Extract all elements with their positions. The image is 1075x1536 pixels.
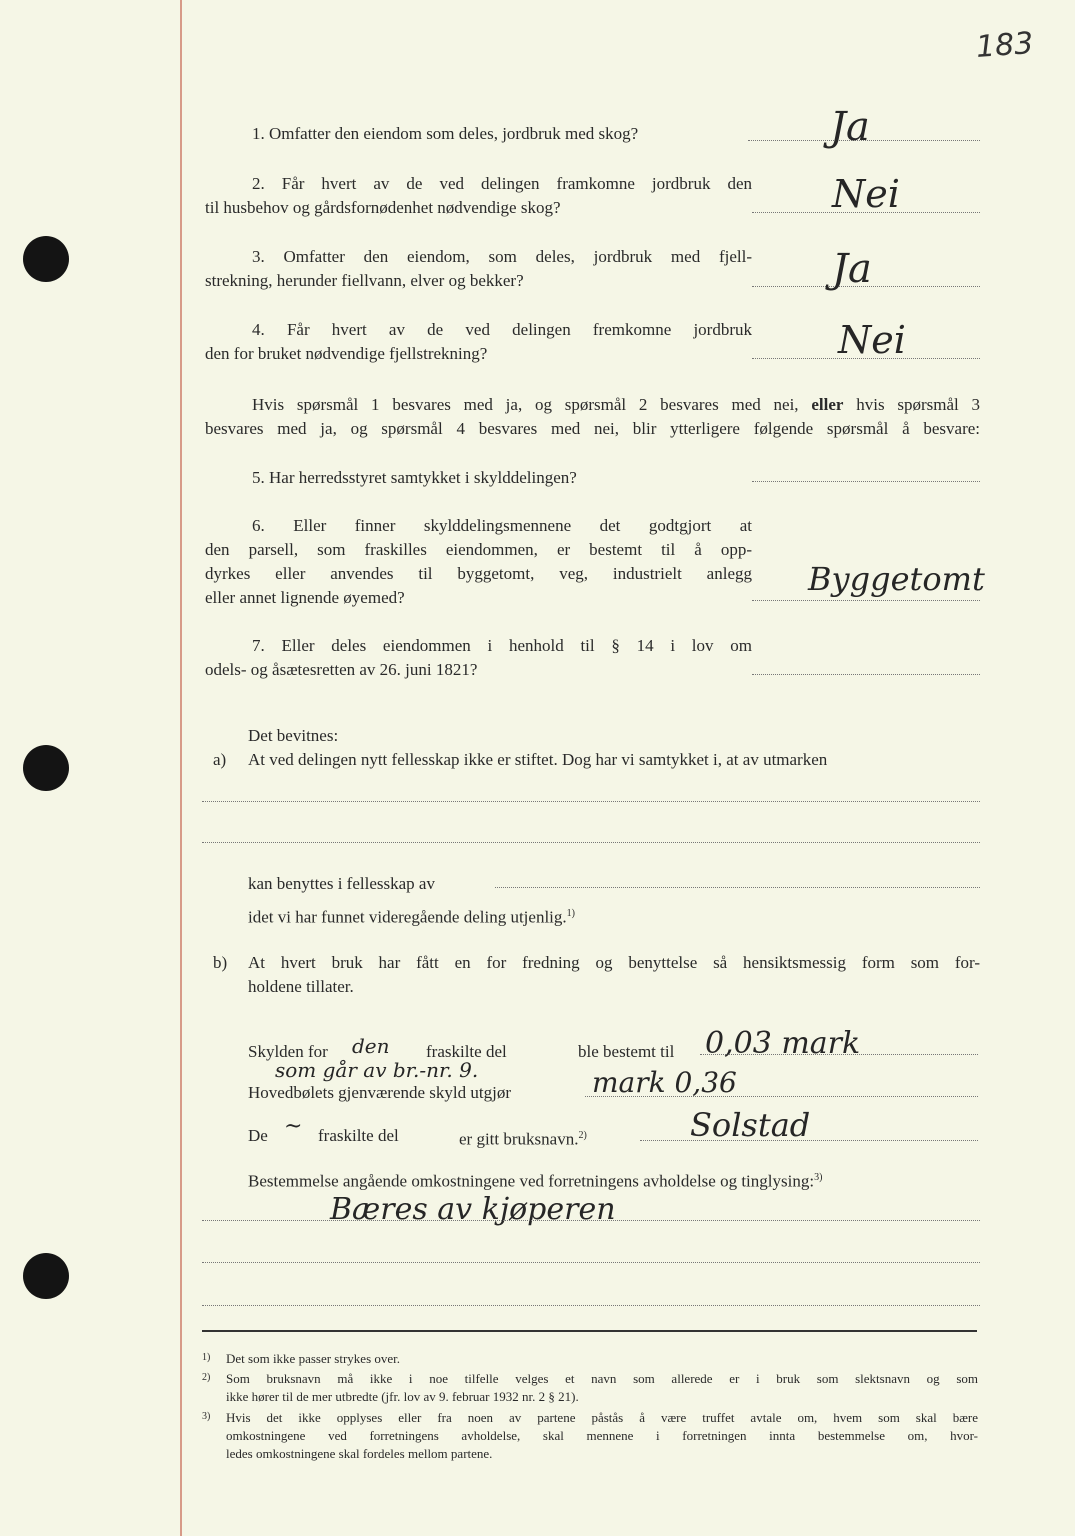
skyld-label-a: Skylden for [248, 1042, 328, 1061]
answer-3-handwritten: Ja [832, 246, 872, 292]
navn-label-c: er gitt bruksnavn.$^{2)}$ [459, 1129, 587, 1149]
margin-line [180, 0, 182, 1536]
footnote-2-line-2: ikke hører til de mer utbredte (jfr. lov av 9. februar 1932 nr. 2 § 21). [226, 1389, 579, 1404]
bestemmelse-line-2 [202, 1262, 980, 1263]
question-6-line-1: 6. Eller finner skylddelingsmennene det godtgjort at [252, 516, 752, 535]
bestemmelse-label: Bestemmelse angående omkostningene ved forretningens avholdelse og tinglysing:$^{3)}$ [248, 1171, 823, 1191]
question-5-text: 5. Har herredsstyret samtykket i skylddelingen? [252, 468, 577, 487]
question-6-line-4: eller annet lignende øyemed? [205, 588, 405, 607]
footnote-3-marker: 3) [202, 1411, 211, 1422]
question-4-line-1: 4. Får hvert av de ved delingen fremkomne jordbruk [252, 320, 752, 339]
bestemmelse-line-3 [202, 1305, 980, 1306]
item-a-marker: a) [213, 750, 227, 769]
idet-text: idet vi har funnet videregående deling utjenlig.$^{1)}$ [248, 907, 575, 927]
hovedbol-handwritten: mark 0,36 [592, 1066, 737, 1099]
footnote-2-marker: 2) [202, 1372, 211, 1383]
answer-1-handwritten: Ja [830, 104, 870, 150]
bruksnavn-handwritten: Solstad [690, 1106, 811, 1144]
fellesskap-label: kan benyttes i fellesskap av [248, 874, 435, 893]
navn-label-b: fraskilte del [318, 1126, 399, 1145]
bestemmelse-handwritten: Bæres av kjøperen [330, 1192, 616, 1227]
punch-hole [23, 745, 69, 791]
question-7-line-1: 7. Eller deles eiendommen i henhold til § 14 i lov om [252, 636, 752, 655]
skyld-de-handwritten: den [352, 1034, 390, 1058]
utmark-line-1 [202, 801, 980, 802]
footnote-3-line-2: omkostningene ved forretningens avholdelse, skal mennene i forretningen innta bestemmelse om, hvor- [226, 1428, 978, 1443]
answer-4-handwritten: Nei [838, 318, 906, 362]
punch-hole [23, 236, 69, 282]
question-3-line-2: strekning, herunder fiellvann, elver og bekker? [205, 271, 524, 290]
question-2-line-1: 2. Får hvert av de ved delingen framkomne jordbruk den [252, 174, 752, 193]
bestemmelse-line-1 [202, 1220, 980, 1221]
condition-line-2: besvares med ja, og spørsmål 4 besvares med nei, blir ytterligere følgende spørsmål å besvare: [205, 419, 980, 438]
footnote-3-line-3: ledes omkostningene skal fordeles mellom partene. [226, 1446, 493, 1461]
answer-line-7 [752, 674, 980, 675]
page-number: 183 [974, 26, 1035, 65]
answer-2-handwritten: Nei [832, 172, 900, 216]
hovedbol-label: Hovedbølets gjenværende skyld utgjør [248, 1083, 511, 1102]
punch-hole [23, 1253, 69, 1299]
item-b-marker: b) [213, 953, 228, 972]
footnote-rule [202, 1330, 977, 1332]
question-6-line-2: den parsell, som fraskilles eiendommen, er bestemt til å opp- [205, 540, 752, 559]
answer-line-6 [752, 600, 980, 601]
utmark-line-2 [202, 842, 980, 843]
footnote-3-line-1: Hvis det ikke opplyses eller fra noen av partene påstås å være truffet avtale om, hvem som skal bære [226, 1410, 978, 1425]
fellesskap-line [495, 887, 980, 888]
question-6-line-3: dyrkes eller anvendes til byggetomt, veg, industrielt anlegg [205, 564, 752, 583]
item-b-line-2: holdene tillater. [248, 977, 354, 996]
answer-6-handwritten: Byggetomt [808, 560, 985, 598]
answer-line-5 [752, 481, 980, 482]
skyld-label-b: fraskilte del [426, 1042, 507, 1061]
item-a-text: At ved delingen nytt fellesskap ikke er stiftet. Dog har vi samtykket i, at av utmarken [248, 750, 828, 769]
item-b-line-1: At hvert bruk har fått en for fredning og benyttelse så hensiktsmessig form som for- [248, 953, 980, 972]
skyld-label-c: ble bestemt til [578, 1042, 675, 1061]
question-3-line-1: 3. Omfatter den eiendom, som deles, jordbruk med fjell- [252, 247, 752, 266]
footnote-2-line-1: Som bruksnavn må ikke i noe tilfelle velges et navn som allerede er i bruk som slektsnavn og som [226, 1371, 978, 1386]
condition-line-1: Hvis spørsmål 1 besvares med ja, og spørsmål 2 besvares med nei, eller hvis spørsmål 3 [252, 395, 980, 414]
navn-label-a: De [248, 1126, 268, 1145]
navn-de-handwritten: ~ [284, 1114, 303, 1139]
footnote-1-marker: 1) [202, 1352, 211, 1363]
question-1-text: 1. Omfatter den eiendom som deles, jordbruk med skog? [252, 124, 639, 143]
bevitnes-heading: Det bevitnes: [248, 726, 339, 745]
question-2-line-2: til husbehov og gårdsfornødenhet nødvendige skog? [205, 198, 561, 217]
footnote-1-line-1: Det som ikke passer strykes over. [226, 1351, 401, 1366]
skyld-note-handwritten: som går av br.-nr. 9. [275, 1058, 479, 1082]
skyld-value-handwritten: 0,03 mark [705, 1026, 861, 1061]
question-7-line-2: odels- og åsætesretten av 26. juni 1821? [205, 660, 478, 679]
question-4-line-2: den for bruket nødvendige fjellstrekning? [205, 344, 488, 363]
